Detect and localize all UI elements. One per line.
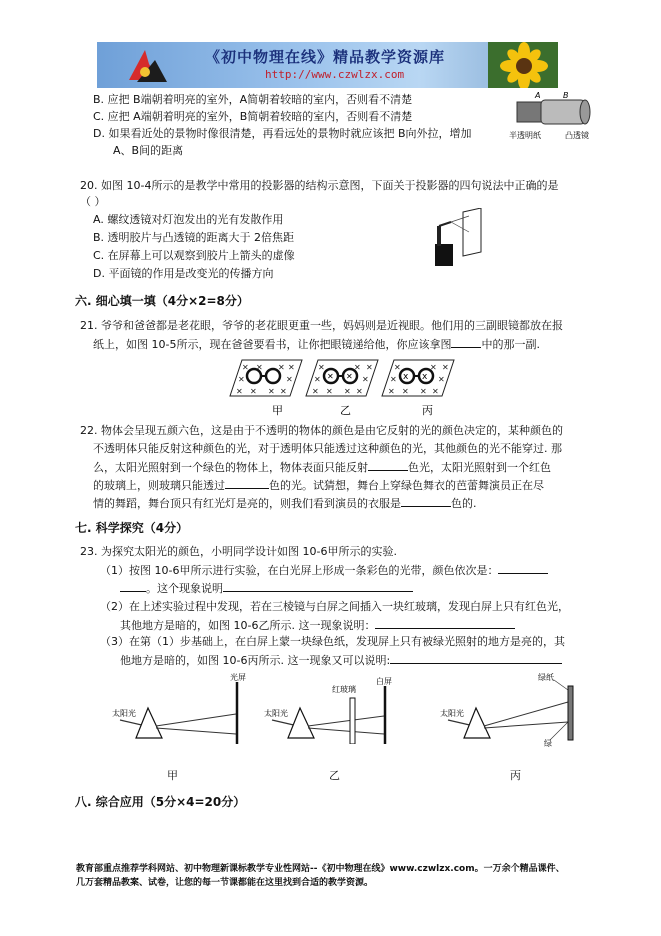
- glasses-label-yi: 乙: [340, 404, 351, 416]
- glasses-panel-yi: [306, 360, 378, 396]
- q23-part3-line1: （3）在第（1）步基础上，在白屏上蒙一块绿色纸，发现屏上只有被绿光照射的地方是亮的，其: [100, 635, 565, 648]
- q22-blank-2[interactable]: [225, 477, 269, 489]
- sunlight-label-bing: 太阳光: [440, 709, 464, 718]
- q19-option-d-line2: A、B间的距离: [113, 144, 184, 157]
- svg-text:✕: ✕: [362, 375, 369, 384]
- section-7-title: 七. 科学探究（4分）: [75, 521, 189, 535]
- svg-text:✕: ✕: [238, 375, 245, 384]
- q23-part2-line1: （2）在上述实验过程中发现，若在三棱镜与白屏之间插入一块红玻璃，发现白屏上只有红色光，: [100, 600, 569, 613]
- svg-text:✕: ✕: [242, 363, 249, 372]
- sunlight-label-jia: 太阳光: [112, 709, 136, 718]
- q23-part2-text-b: 其他地方是暗的，如图 10-6乙所示. 这一现象说明：: [120, 619, 376, 632]
- q20-stem-line1: 20. 如图 10-4所示的是教学中常用的投影器的结构示意图，下面关于投影器的四句说法中正确的是: [80, 179, 559, 192]
- svg-text:✕: ✕: [312, 387, 319, 396]
- q23-explain-blank-2[interactable]: [375, 617, 515, 629]
- svg-text:✕: ✕: [388, 387, 395, 396]
- q22-line3-text-a: 么，太阳光照射到一个绿色的物体上，物体表面只能反射: [93, 461, 368, 474]
- q23-part3-line2: [120, 652, 562, 668]
- glasses-label-bing: 丙: [422, 404, 433, 416]
- footer-line2: 几万套精品教案、试卷，让您的每一节课都能在这里找到合适的教学资源。: [76, 878, 374, 888]
- prism-figure-yi: [262, 672, 402, 744]
- svg-text:✕: ✕: [366, 363, 373, 372]
- glasses-panel-jia: [230, 360, 302, 396]
- glasses-figure: [228, 354, 468, 416]
- q20-option-a: A. 螺纹透镜对灯泡发出的光有发散作用: [93, 213, 284, 226]
- q23-part1-text: （1）按图 10-6甲所示进行实验，在白光屏上形成一条彩色的光带，颜色依次是：: [100, 564, 499, 577]
- svg-text:✕: ✕: [356, 387, 363, 396]
- figure-caption-bing: 丙: [510, 769, 521, 782]
- red-glass-label: 红玻璃: [332, 685, 356, 694]
- projector-figure: [425, 208, 487, 270]
- q20-option-d: D. 平面镜的作用是改变光的传播方向: [93, 267, 274, 280]
- q19-option-c: C. 应把 A端朝着明亮的室外，B简朝着较暗的室内，否则看不清楚: [93, 110, 413, 123]
- section-6-title: 六. 细心填一填（4分×2=8分）: [75, 294, 249, 308]
- camera-model-figure: [505, 90, 605, 142]
- q23-explain-blank-3[interactable]: [390, 652, 562, 664]
- banner-url[interactable]: http://www.czwlzx.com: [265, 68, 405, 81]
- svg-text:✕: ✕: [402, 387, 409, 396]
- svg-text:✕: ✕: [236, 387, 243, 396]
- q20-option-b: B. 透明胶片与凸透镜的距离大于 2倍焦距: [93, 231, 295, 244]
- q23-explain-blank-1[interactable]: [223, 580, 413, 592]
- q22-line4-text-a: 的玻璃上，则玻璃只能透过: [93, 479, 225, 492]
- green-paper-label: 绿纸: [538, 673, 554, 682]
- q23-colors-blank-cont[interactable]: [120, 580, 146, 592]
- q23-part2-line2: [120, 617, 515, 633]
- q23-stem: 23. 为探究太阳光的颜色，小明同学设计如图 10-6甲所示的实验.: [80, 545, 397, 558]
- q23-part1-line2: [120, 580, 413, 596]
- svg-text:✕: ✕: [390, 375, 397, 384]
- prism-figure-bing: [440, 672, 580, 752]
- prism-figure-jia: [110, 672, 250, 744]
- svg-text:✕: ✕: [318, 363, 325, 372]
- q22-line5-text-b: 色的.: [451, 497, 477, 510]
- q21-answer-blank[interactable]: [451, 336, 481, 348]
- figure-caption-yi: 乙: [329, 769, 340, 782]
- svg-text:✕: ✕: [432, 387, 439, 396]
- svg-text:✕: ✕: [354, 363, 361, 372]
- site-logo: [115, 42, 175, 88]
- svg-text:✕: ✕: [286, 375, 293, 384]
- q23-colors-blank[interactable]: [498, 562, 548, 574]
- fig-caption-paper: 半透明纸: [509, 131, 541, 140]
- glasses-panel-bing: [382, 360, 454, 396]
- screen-label-jia: 光屏: [230, 673, 246, 682]
- green-label: 绿: [544, 739, 552, 748]
- q19-option-d-line1: D. 如果看近处的景物时像很清楚，再看远处的景物时就应该把 B向外拉，增加: [93, 127, 472, 140]
- section-8-title: 八. 综合应用（5分×4=20分）: [75, 795, 246, 809]
- q22-line4-text-b: 色的光。试猜想，舞台上穿绿色舞衣的芭蕾舞演员正在尽: [269, 479, 544, 492]
- svg-text:✕: ✕: [420, 387, 427, 396]
- footer-line1: 教育部重点推荐学科网站、初中物理新课标教学专业性网站--《初中物理在线》www.czwlzx.com。一万余个精品课件、: [76, 864, 565, 874]
- banner-title: 《初中物理在线》精品教学资源库: [205, 48, 446, 66]
- svg-text:✕: ✕: [344, 387, 351, 396]
- svg-text:✕: ✕: [346, 372, 353, 381]
- q21-line2-text-a: 纸上，如图 10-5所示，现在爸爸要看书，让你把眼镜递给他，你应该拿图: [93, 338, 452, 351]
- white-screen-label: 白屏: [376, 677, 392, 686]
- header-banner: [97, 42, 558, 88]
- svg-text:✕: ✕: [280, 387, 287, 396]
- svg-text:✕: ✕: [268, 387, 275, 396]
- svg-text:✕: ✕: [256, 363, 263, 372]
- q23-part1-line1: [100, 562, 548, 578]
- svg-text:✕: ✕: [394, 363, 401, 372]
- svg-text:✕: ✕: [326, 387, 333, 396]
- q23-part1-text-b: 。这个现象说明: [146, 582, 223, 595]
- q22-line3: [93, 459, 551, 475]
- q22-line4: [93, 477, 544, 493]
- fig-label-a: A: [535, 91, 541, 100]
- q22-line5: [93, 495, 477, 511]
- glasses-label-jia: 甲: [272, 404, 283, 416]
- svg-text:✕: ✕: [278, 363, 285, 372]
- svg-text:x: x: [403, 372, 409, 382]
- q21-line2-text-b: 中的那一副.: [481, 338, 540, 351]
- q19-option-b: B. 应把 B端朝着明亮的室外，A简朝着较暗的室内，否则看不清楚: [93, 93, 413, 106]
- svg-text:✕: ✕: [288, 363, 295, 372]
- fig-label-b: B: [563, 91, 569, 100]
- svg-text:✕: ✕: [438, 375, 445, 384]
- q22-line5-text-a: 情的舞蹈，舞台顶只有红光灯是亮的，则我们看到演员的衣服是: [93, 497, 401, 510]
- q22-blank-3[interactable]: [401, 495, 451, 507]
- figure-caption-jia: 甲: [167, 769, 178, 782]
- svg-text:✕: ✕: [442, 363, 449, 372]
- q21-line1: 21. 爷爷和爸爸都是老花眼，爷爷的老花眼更重一些，妈妈则是近视眼。他们用的三副眼镜都放在报: [80, 319, 563, 332]
- q23-part3-text-b: 他地方是暗的，如图 10-6丙所示. 这一现象又可以说明:: [120, 654, 391, 667]
- svg-text:✕: ✕: [327, 372, 334, 381]
- svg-text:✕: ✕: [314, 375, 321, 384]
- q20-option-c: C. 在屏幕上可以观察到胶片上箭头的虚像: [93, 249, 295, 262]
- sunlight-label-yi: 太阳光: [264, 709, 288, 718]
- q22-line2: 不透明体只能反射这种颜色的光，对于透明体只能透过这种颜色的光，其他颜色的光不能穿过. 那: [93, 442, 562, 455]
- q20-stem-line2: （ ）: [80, 195, 106, 208]
- q22-line3-text-b: 色光，太阳光照射到一个红色: [408, 461, 551, 474]
- q22-blank-1[interactable]: [368, 459, 408, 471]
- svg-text:✕: ✕: [250, 387, 257, 396]
- svg-text:x: x: [422, 372, 428, 382]
- q21-line2: [93, 336, 540, 352]
- svg-text:✕: ✕: [430, 363, 437, 372]
- q22-line1: 22. 物体会呈现五颜六色，这是由于不透明的物体的颜色是由它反射的光的颜色决定的，某种颜色的: [80, 424, 563, 437]
- sunflower-image: [488, 42, 558, 88]
- fig-caption-lens: 凸透镜: [565, 131, 589, 140]
